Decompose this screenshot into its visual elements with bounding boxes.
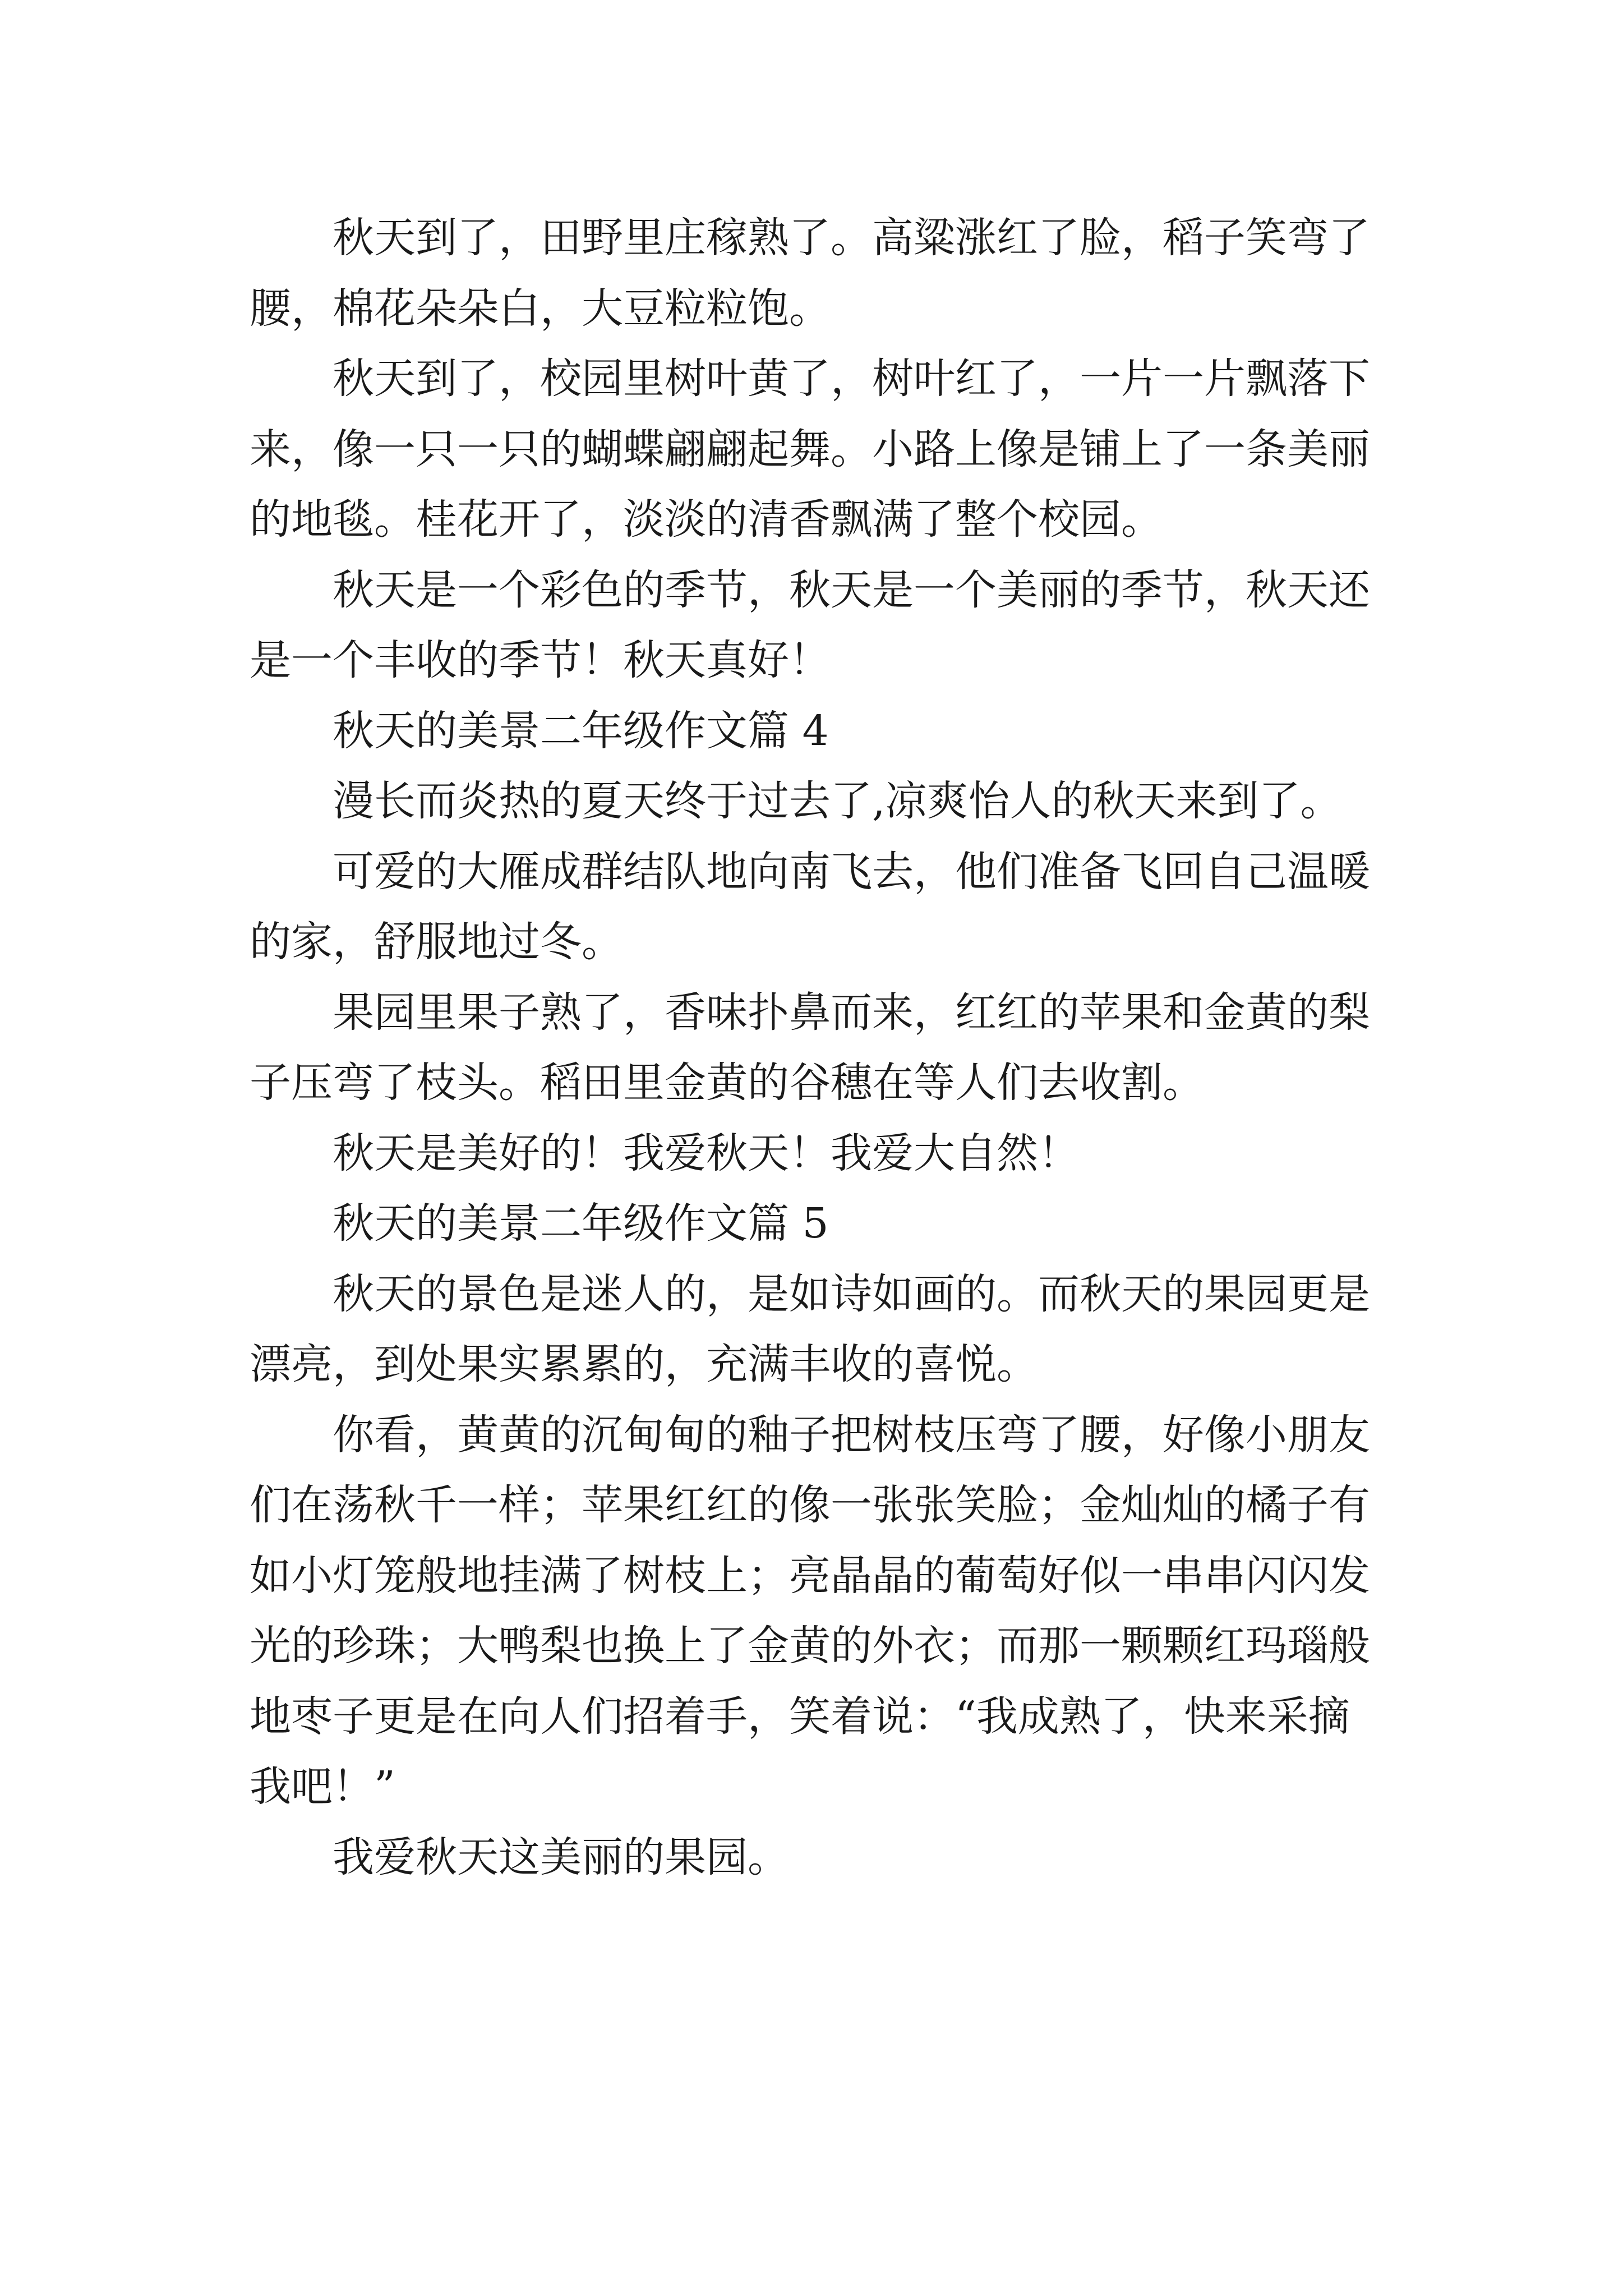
paragraph: 秋天是美好的！我爱秋天！我爱大自然！	[333, 1129, 1080, 1177]
paragraph: 果园里果子熟了，香味扑鼻而来，红红的苹果和金黄的梨子压弯了枝头。稻田里金黄的谷穗在等人们去收割。	[250, 988, 1370, 1107]
paragraph: 你看，黄黄的沉甸甸的釉子把树枝压弯了腰，好像小朋友们在荡秋千一样；苹果红红的像一张张笑脸；金灿灿的橘子有如小灯笼般地挂满了树枝上；亮晶晶的葡萄好似一串串闪闪发光的珍珠；大鸭梨也换上了金黄的外衣；而那一颗颗红玛瑙般地枣子更是在向人们招着手，笑着说：“我成熟了，快来采摘我吧！”	[250, 1410, 1370, 1811]
paragraph: 可爱的大雁成群结队地向南飞去，他们准备飞回自己温暖的家，舒服地过冬。	[250, 847, 1370, 966]
section-heading: 秋天的美景二年级作文篇 5	[333, 1199, 829, 1248]
paragraph: 秋天的景色是迷人的，是如诗如画的。而秋天的果园更是漂亮，到处果实累累的，充满丰收的喜悦。	[250, 1269, 1370, 1388]
paragraph: 漫长而炎热的夏天终于过去了,凉爽怡人的秋天来到了。	[333, 777, 1342, 825]
section-heading: 秋天的美景二年级作文篇 4	[333, 706, 829, 755]
paragraph: 秋天到了，田野里庄稼熟了。高粱涨红了脸，稻子笑弯了腰，棉花朵朵白，大豆粒粒饱。	[250, 214, 1370, 333]
paragraph: 秋天到了，校园里树叶黄了，树叶红了，一片一片飘落下来，像一只一只的蝴蝶翩翩起舞。小路上像是铺上了一条美丽的地毯。桂花开了，淡淡的清香飘满了整个校园。	[250, 355, 1370, 544]
paragraph: 秋天是一个彩色的季节，秋天是一个美丽的季节，秋天还是一个丰收的季节！秋天真好！	[250, 565, 1370, 684]
paragraph: 我爱秋天这美丽的果园。	[333, 1833, 789, 1881]
document-body	[250, 203, 1388, 1893]
